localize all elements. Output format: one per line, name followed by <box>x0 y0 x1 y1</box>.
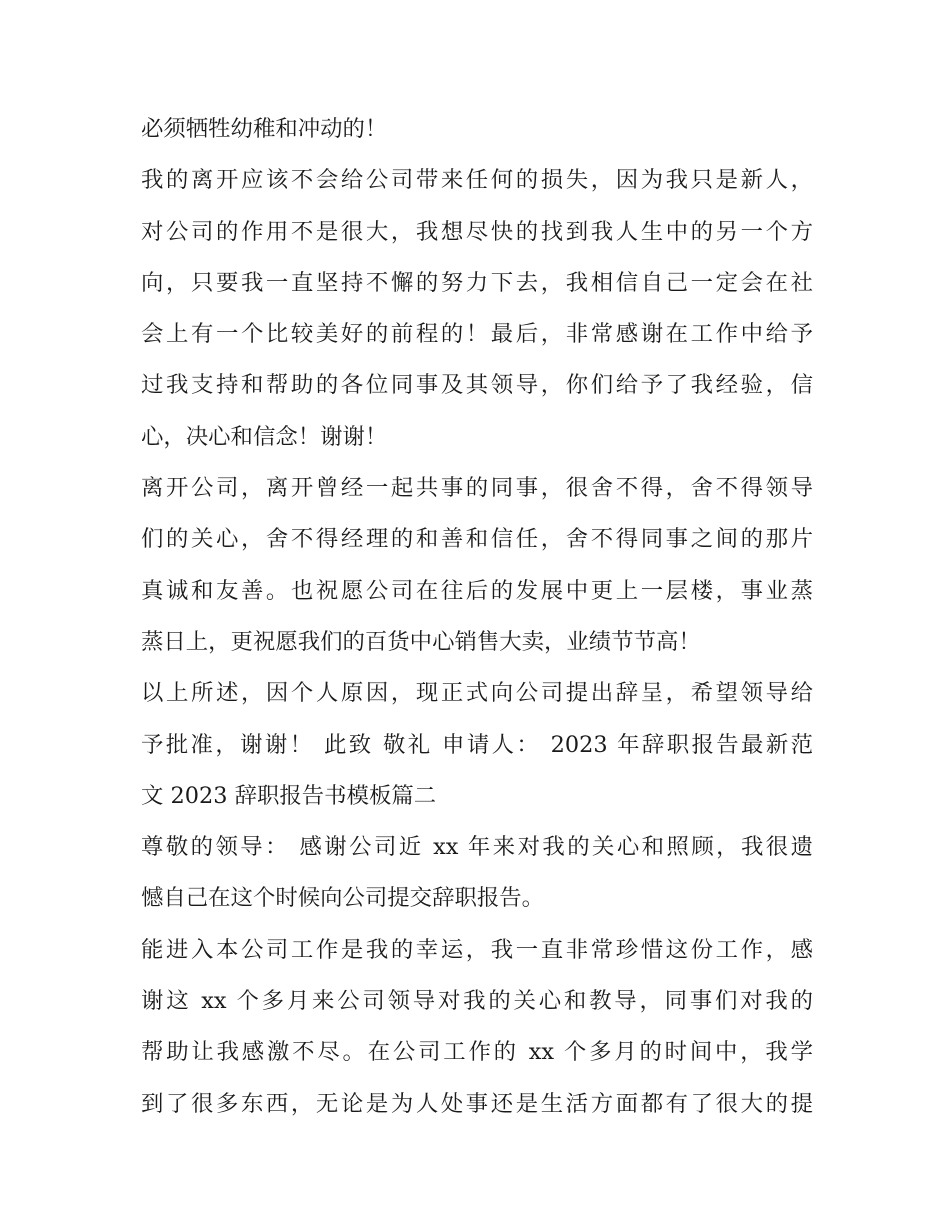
text-line: 向，只要我一直坚持不懈的努力下去，我相信自己一定会在社 <box>141 269 813 296</box>
text-line: 真诚和友善。也祝愿公司在往后的发展中更上一层楼，事业蒸 <box>141 577 813 604</box>
text-line: 离开公司，离开曾经一起共事的同事，很舍不得，舍不得领导 <box>141 475 813 502</box>
text-line: 能进入本公司工作是我的幸运，我一直非常珍惜这份工作，感 <box>141 936 813 963</box>
text-line: 必须牺牲幼稚和冲动的！ <box>141 116 388 142</box>
text-line: 憾自己在这个时候向公司提交辞职报告。 <box>141 885 545 912</box>
text-line: 会上有一个比较美好的前程的！最后，非常感谢在工作中给予 <box>141 321 813 348</box>
text-line: 予批准，谢谢！ 此致 敬礼 申请人： 2023 年辞职报告最新范 <box>141 731 813 758</box>
text-line: 以上所述，因个人原因，现正式向公司提出辞呈，希望领导给 <box>141 680 813 707</box>
text-line: 蒸日上，更祝愿我们的百货中心销售大卖，业绩节节高！ <box>141 628 701 655</box>
text-line: 到了很多东西，无论是为人处事还是生活方面都有了很大的提 <box>141 1090 813 1117</box>
text-line: 们的关心，舍不得经理的和善和信任，舍不得同事之间的那片 <box>141 526 813 553</box>
text-line: 我的离开应该不会给公司带来任何的损失，因为我只是新人， <box>141 167 813 194</box>
text-line: 尊敬的领导： 感谢公司近 xx 年来对我的关心和照顾，我很遗 <box>141 834 813 861</box>
text-line: 帮助让我感激不尽。在公司工作的 xx 个多月的时间中，我学 <box>141 1039 813 1066</box>
text-line: 过我支持和帮助的各位同事及其领导，你们给予了我经验，信 <box>141 372 813 399</box>
text-line: 心，决心和信念！谢谢！ <box>141 423 388 450</box>
text-line: 谢这 xx 个多月来公司领导对我的关心和教导，同事们对我的 <box>141 988 813 1015</box>
document-body <box>141 104 813 1130</box>
text-line: 文 2023 辞职报告书模板篇二 <box>141 782 437 809</box>
text-line: 对公司的作用不是很大，我想尽快的找到我人生中的另一个方 <box>141 218 813 245</box>
